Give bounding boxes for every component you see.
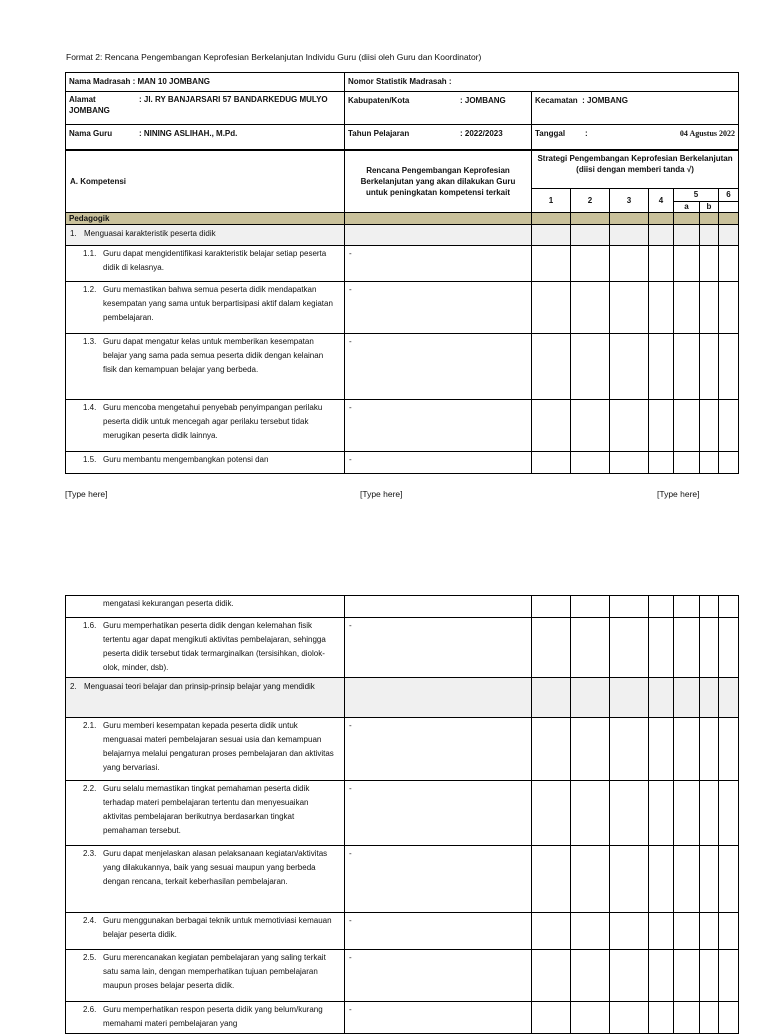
strategi-checkbox-cell[interactable] — [610, 334, 649, 400]
rencana-cell[interactable]: - — [345, 913, 532, 950]
strategi-num-1: 1 — [532, 189, 571, 213]
kabupaten-cell — [345, 92, 532, 125]
rencana-cell[interactable]: - — [345, 618, 532, 678]
tahun-label: Tahun Pelajaran — [348, 129, 410, 138]
nama-madrasah-value: MAN 10 JOMBANG — [137, 77, 210, 86]
rencana-col-header — [345, 151, 532, 213]
strategi-checkbox-cell[interactable] — [532, 781, 571, 846]
strategi-checkbox-cell[interactable] — [674, 678, 700, 718]
strategi-checkbox-cell[interactable] — [719, 618, 739, 678]
item-number: 1.6. — [83, 621, 97, 630]
strategi-num-5: 5 — [674, 189, 719, 202]
strategi-checkbox-cell[interactable] — [571, 618, 610, 678]
kecamatan-value: : JOMBANG — [582, 96, 628, 105]
kompetensi-cell — [66, 950, 345, 1002]
strategi-checkbox-cell[interactable] — [532, 913, 571, 950]
strategi-checkbox-cell[interactable] — [700, 596, 719, 618]
strategi-checkbox-cell[interactable] — [719, 846, 739, 913]
nomor-statistik-label: Nomor Statistik Madrasah : — [348, 77, 452, 86]
empty-cell — [345, 213, 532, 225]
item-text: Guru mencoba mengetahui penyebab penyimpangan perilaku peserta didik untuk mencegah agar perilaku tersebut tidak merugikan peserta didik lainnya. — [103, 403, 323, 440]
strategi-header-label: Strategi Pengembangan Keprofesian Berkelanjutan — [537, 154, 733, 163]
empty-cell — [719, 213, 739, 225]
table-row — [66, 913, 739, 950]
strategi-checkbox-cell[interactable] — [610, 950, 649, 1002]
strategi-checkbox-cell[interactable] — [610, 781, 649, 846]
item-number: 2.1. — [83, 721, 97, 730]
item-number: 1.4. — [83, 403, 97, 412]
strategi-checkbox-cell[interactable] — [571, 846, 610, 913]
rencana-cell[interactable]: - — [345, 282, 532, 334]
strategi-checkbox-cell[interactable] — [674, 913, 700, 950]
strategi-checkbox-cell[interactable] — [674, 334, 700, 400]
strategi-checkbox-cell[interactable] — [571, 282, 610, 334]
table-row — [66, 400, 739, 452]
strategi-checkbox-cell[interactable] — [610, 913, 649, 950]
table-row — [66, 334, 739, 400]
kompetensi-cell — [66, 596, 345, 618]
strategi-checkbox-cell[interactable] — [719, 781, 739, 846]
rencana-cell[interactable]: - — [345, 718, 532, 781]
strategi-checkbox-cell[interactable] — [571, 950, 610, 1002]
strategi-checkbox-cell[interactable] — [700, 781, 719, 846]
strategi-checkbox-cell[interactable] — [674, 618, 700, 678]
item-text: Menguasai teori belajar dan prinsip-prinsip belajar yang mendidik — [84, 682, 315, 691]
table-row — [66, 282, 739, 334]
strategi-checkbox-cell[interactable] — [700, 334, 719, 400]
strategi-checkbox-cell[interactable] — [532, 282, 571, 334]
item-text: Guru membantu mengembangkan potensi dan — [103, 455, 269, 464]
kabupaten-value: : JOMBANG — [460, 96, 506, 105]
kompetensi-cell — [66, 618, 345, 678]
strategi-checkbox-cell[interactable] — [571, 1002, 610, 1034]
strategi-checkbox-cell[interactable] — [649, 1002, 674, 1034]
header-table — [65, 72, 739, 150]
strategi-checkbox-cell[interactable] — [700, 950, 719, 1002]
rencana-cell[interactable] — [345, 225, 532, 246]
strategi-checkbox-cell[interactable] — [610, 452, 649, 474]
tahun-cell — [345, 125, 532, 150]
strategi-checkbox-cell[interactable] — [719, 282, 739, 334]
strategi-checkbox-cell[interactable] — [649, 618, 674, 678]
tahun-value: : 2022/2023 — [460, 129, 503, 138]
strategi-checkbox-cell[interactable] — [532, 334, 571, 400]
strategi-checkbox-cell[interactable] — [674, 596, 700, 618]
strategi-checkbox-cell[interactable] — [674, 282, 700, 334]
nomor-statistik-cell — [345, 73, 739, 92]
kompetensi-table-2 — [65, 595, 739, 1034]
strategi-checkbox-cell[interactable] — [571, 781, 610, 846]
strategi-checkbox-cell[interactable] — [719, 596, 739, 618]
strategi-checkbox-cell[interactable] — [674, 1002, 700, 1034]
table-row — [66, 1002, 739, 1034]
strategi-checkbox-cell[interactable] — [532, 846, 571, 913]
strategi-checkbox-cell[interactable] — [719, 678, 739, 718]
rencana-cell[interactable]: - — [345, 846, 532, 913]
kompetensi-col-header — [66, 151, 345, 213]
footer-center: [Type here] — [360, 489, 403, 499]
empty-cell — [532, 213, 571, 225]
strategi-checkbox-cell[interactable] — [532, 950, 571, 1002]
strategi-checkbox-cell[interactable] — [571, 678, 610, 718]
rencana-cell[interactable]: - — [345, 452, 532, 474]
item-number: 2.5. — [83, 953, 97, 962]
strategi-checkbox-cell[interactable] — [719, 1002, 739, 1034]
footer-left: [Type here] — [65, 489, 108, 499]
rencana-cell[interactable]: - — [345, 1002, 532, 1034]
strategi-checkbox-cell[interactable] — [700, 913, 719, 950]
strategi-checkbox-cell[interactable] — [532, 718, 571, 781]
rencana-cell[interactable] — [345, 596, 532, 618]
item-text: Menguasai karakteristik peserta didik — [84, 229, 216, 238]
empty-cell — [700, 213, 719, 225]
strategi-num-3: 3 — [610, 189, 649, 213]
strategi-checkbox-cell[interactable] — [532, 678, 571, 718]
strategi-checkbox-cell[interactable] — [700, 452, 719, 474]
strategi-checkbox-cell[interactable] — [649, 400, 674, 452]
kompetensi-cell — [66, 334, 345, 400]
kompetensi-cell — [66, 781, 345, 846]
table-row — [66, 718, 739, 781]
item-text: Guru dapat menjelaskan alasan pelaksanaan kegiatan/aktivitas yang dilakukannya, baik yang sesuai maupun yang berbeda dengan rencana, terkait keberhasilan pembelajaran. — [103, 849, 328, 886]
tanggal-value: 04 Agustus 2022 — [679, 129, 736, 138]
strategi-num-4: 4 — [649, 189, 674, 213]
kompetensi-cell — [66, 400, 345, 452]
strategi-checkbox-cell[interactable] — [610, 596, 649, 618]
strategi-checkbox-cell[interactable] — [719, 246, 739, 282]
strategi-checkbox-cell[interactable] — [700, 678, 719, 718]
strategi-checkbox-cell[interactable] — [649, 596, 674, 618]
item-text: Guru selalu memastikan tingkat pemahaman peserta didik terhadap materi pembelajaran tertentu dan menyesuaikan aktivitas pembelajaran berikutnya berdasarkan tingkat pemahaman tersebut. — [103, 784, 310, 835]
tanggal-colon: : — [585, 129, 588, 138]
strategi-num-6: 6 — [719, 189, 739, 202]
strategi-checkbox-cell[interactable] — [719, 913, 739, 950]
competency-heading-row — [66, 225, 739, 246]
item-text: Guru memastikan bahwa semua peserta didik mendapatkan kesempatan yang sama untuk berpartisipasi aktif dalam kegiatan pembelajaran. — [103, 285, 333, 322]
item-number: 1.5. — [83, 455, 97, 464]
rencana-cell[interactable] — [345, 678, 532, 718]
kecamatan-label: Kecamatan — [535, 96, 578, 105]
item-text: Guru merencanakan kegiatan pembelajaran yang saling terkait satu sama lain, dengan memperhatikan tujuan pembelajaran maupun proses belajar peserta didik. — [103, 953, 326, 990]
kompetensi-cell — [66, 452, 345, 474]
strategi-checkbox-cell[interactable] — [674, 846, 700, 913]
rencana-cell[interactable]: - — [345, 400, 532, 452]
alamat-label: Alamat — [69, 95, 96, 104]
empty-cell — [571, 213, 610, 225]
strategi-checkbox-cell[interactable] — [649, 225, 674, 246]
strategi-col-header — [532, 151, 739, 189]
strategi-checkbox-cell[interactable] — [649, 913, 674, 950]
item-text: Guru dapat mengidentifikasi karakteristik belajar setiap peserta didik di kelasnya. — [103, 249, 327, 272]
kompetensi-table-1 — [65, 150, 739, 474]
strategi-checkbox-cell[interactable] — [674, 452, 700, 474]
strategi-checkbox-cell[interactable] — [571, 334, 610, 400]
strategi-checkbox-cell[interactable] — [649, 846, 674, 913]
rencana-cell[interactable]: - — [345, 950, 532, 1002]
strategi-checkbox-cell[interactable] — [674, 718, 700, 781]
strategi-checkbox-cell[interactable] — [571, 225, 610, 246]
footer-right: [Type here] — [657, 489, 700, 499]
rencana-cell[interactable]: - — [345, 781, 532, 846]
strategi-sub-b: b — [700, 202, 719, 213]
item-number: 2.2. — [83, 784, 97, 793]
item-number: 1. — [70, 229, 77, 238]
nama-madrasah-label: Nama Madrasah : — [69, 77, 136, 86]
strategi-checkbox-cell[interactable] — [700, 846, 719, 913]
strategi-num-2: 2 — [571, 189, 610, 213]
strategi-checkbox-cell[interactable] — [610, 246, 649, 282]
strategi-checkbox-cell[interactable] — [571, 718, 610, 781]
strategi-checkbox-cell[interactable] — [674, 400, 700, 452]
strategi-checkbox-cell[interactable] — [649, 678, 674, 718]
item-text: Guru dapat mengatur kelas untuk memberikan kesempatan belajar yang sama pada semua peserta didik dengan kelainan fisik dan kemampuan belajar yang berbeda. — [103, 337, 324, 374]
strategi-checkbox-cell[interactable] — [674, 246, 700, 282]
strategi-checkbox-cell[interactable] — [571, 246, 610, 282]
competency-heading-row — [66, 678, 739, 718]
strategi-checkbox-cell[interactable] — [571, 596, 610, 618]
strategi-checkbox-cell[interactable] — [700, 1002, 719, 1034]
strategi-checkbox-cell[interactable] — [719, 452, 739, 474]
table-row — [66, 618, 739, 678]
page1-rows — [66, 225, 739, 474]
strategi-checkbox-cell[interactable] — [532, 225, 571, 246]
table-row — [66, 452, 739, 474]
kabupaten-label: Kabupaten/Kota — [348, 96, 410, 105]
item-number: 1.3. — [83, 337, 97, 346]
strategi-checkbox-cell[interactable] — [610, 225, 649, 246]
strategi-checkbox-cell[interactable] — [719, 400, 739, 452]
strategi-checkbox-cell[interactable] — [610, 678, 649, 718]
strategi-checkbox-cell[interactable] — [610, 1002, 649, 1034]
empty-cell — [674, 213, 700, 225]
kompetensi-cell — [66, 913, 345, 950]
strategi-checkbox-cell[interactable] — [532, 246, 571, 282]
empty-cell — [649, 213, 674, 225]
table-row — [66, 950, 739, 1002]
strategi-checkbox-cell[interactable] — [719, 334, 739, 400]
strategi-checkbox-cell[interactable] — [532, 1002, 571, 1034]
strategi-checkbox-cell[interactable] — [700, 282, 719, 334]
strategi-checkbox-cell[interactable] — [571, 400, 610, 452]
tanggal-cell — [532, 125, 739, 150]
item-number: 2.4. — [83, 916, 97, 925]
strategi-checkbox-cell[interactable] — [674, 225, 700, 246]
strategi-checkbox-cell[interactable] — [649, 452, 674, 474]
strategi-checkbox-cell[interactable] — [700, 618, 719, 678]
kompetensi-cell — [66, 846, 345, 913]
kompetensi-header-label: A. Kompetensi — [70, 176, 127, 186]
table-row — [66, 846, 739, 913]
strategi-checkbox-cell[interactable] — [700, 718, 719, 781]
format-title: Format 2: Rencana Pengembangan Keprofesian Berkelanjutan Individu Guru (diisi oleh Guru dan Koordinator) — [66, 52, 482, 62]
strategi-checkbox-cell[interactable] — [571, 913, 610, 950]
strategi-sub-a: a — [674, 202, 700, 213]
item-number: 1.1. — [83, 249, 97, 258]
strategi-checkbox-cell[interactable] — [610, 282, 649, 334]
strategi-checkbox-cell[interactable] — [610, 400, 649, 452]
strategi-checkbox-cell[interactable] — [649, 246, 674, 282]
nama-madrasah-cell — [66, 73, 345, 92]
kompetensi-cell — [66, 1002, 345, 1034]
item-number: 2. — [70, 682, 77, 691]
tanggal-label: Tanggal — [535, 129, 566, 138]
item-text: Guru memperhatikan respon peserta didik yang belum/kurang memahami materi pembelajaran yang — [103, 1005, 323, 1028]
empty-cell — [719, 202, 739, 213]
item-text: mengatasi kekurangan peserta didik. — [103, 599, 234, 608]
strategi-checkbox-cell[interactable] — [674, 781, 700, 846]
item-text: Guru memperhatikan peserta didik dengan kelemahan fisik tertentu agar dapat mengikuti aktivitas pembelajaran, sehingga peserta didik tersebut tidak termarginalkan (tersisihkan, diolok-olok, minder, dsb). — [103, 621, 326, 672]
kompetensi-cell — [66, 282, 345, 334]
strategi-checkbox-cell[interactable] — [532, 618, 571, 678]
strategi-checkbox-cell[interactable] — [700, 400, 719, 452]
table-row — [66, 781, 739, 846]
alamat-cell — [66, 92, 345, 125]
strategi-checkbox-cell[interactable] — [700, 246, 719, 282]
kompetensi-cell — [66, 225, 345, 246]
strategi-checkbox-cell[interactable] — [649, 334, 674, 400]
strategi-checkbox-cell[interactable] — [610, 846, 649, 913]
strategi-checkbox-cell[interactable] — [532, 596, 571, 618]
strategi-checkbox-cell[interactable] — [649, 282, 674, 334]
strategi-checkbox-cell[interactable] — [532, 400, 571, 452]
strategi-checkbox-cell[interactable] — [719, 225, 739, 246]
item-number: 2.3. — [83, 849, 97, 858]
kecamatan-cell — [532, 92, 739, 125]
strategi-checkbox-cell[interactable] — [610, 718, 649, 781]
strategi-checkbox-cell[interactable] — [532, 452, 571, 474]
item-text: Guru menggunakan berbagai teknik untuk memotiviasi kemauan belajar peserta didik. — [103, 916, 332, 939]
strategi-checkbox-cell[interactable] — [719, 718, 739, 781]
alamat-value-2: JOMBANG — [69, 106, 110, 115]
strategi-checkbox-cell[interactable] — [674, 950, 700, 1002]
strategi-checkbox-cell[interactable] — [649, 781, 674, 846]
kompetensi-cell — [66, 246, 345, 282]
kompetensi-cell — [66, 718, 345, 781]
section-pedagogik: Pedagogik — [66, 213, 345, 225]
alamat-value: : Jl. RY BANJARSARI 57 BANDARKEDUG MULYO — [139, 95, 328, 104]
empty-cell — [610, 213, 649, 225]
strategi-checkbox-cell[interactable] — [571, 452, 610, 474]
page2-rows — [66, 596, 739, 1034]
strategi-note: (diisi dengan memberi tanda √) — [576, 165, 694, 174]
item-text: Guru memberi kesempatan kepada peserta didik untuk menguasai materi pembelajaran sesuai usia dan kemampuan belajarnya melalui pengaturan proses pembelajaran dan aktivitas yang bervariasi. — [103, 721, 334, 772]
rencana-cell[interactable]: - — [345, 246, 532, 282]
strategi-checkbox-cell[interactable] — [700, 225, 719, 246]
item-number: 1.2. — [83, 285, 97, 294]
rencana-cell[interactable]: - — [345, 334, 532, 400]
strategi-checkbox-cell[interactable] — [649, 718, 674, 781]
strategi-checkbox-cell[interactable] — [719, 950, 739, 1002]
table-row — [66, 596, 739, 618]
nama-guru-cell — [66, 125, 345, 150]
nama-guru-value: : NINING ASLIHAH., M.Pd. — [139, 129, 238, 138]
strategi-checkbox-cell[interactable] — [649, 950, 674, 1002]
kompetensi-cell — [66, 678, 345, 718]
table-row — [66, 246, 739, 282]
rencana-header-label: Rencana Pengembangan Keprofesian Berkelanjutan yang akan dilakukan Guru untuk peningkatan kompetensi terkait — [360, 166, 516, 197]
strategi-checkbox-cell[interactable] — [610, 618, 649, 678]
nama-guru-label: Nama Guru — [69, 129, 113, 138]
item-number: 2.6. — [83, 1005, 97, 1014]
